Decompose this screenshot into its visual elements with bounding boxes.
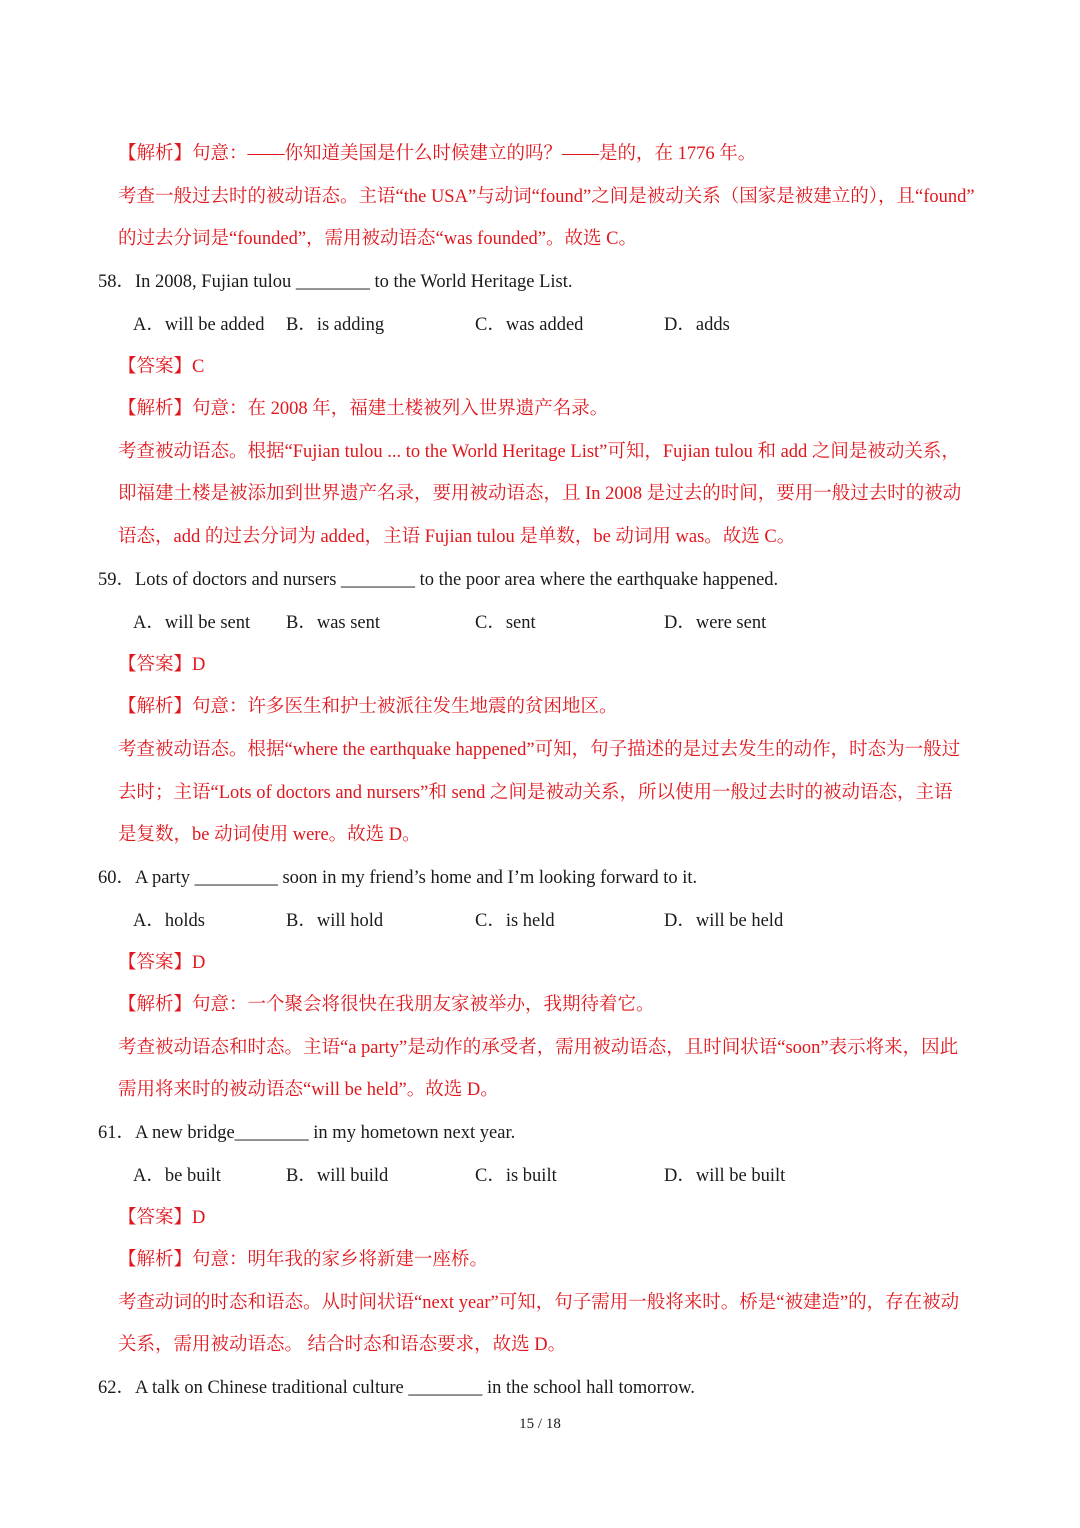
option-a: A．holds bbox=[133, 911, 205, 931]
option-d: D．were sent bbox=[664, 613, 767, 633]
question-62: 62．A talk on Chinese traditional culture ________ in the school hall tomorrow. bbox=[98, 1378, 695, 1398]
option-d: D．will be held bbox=[664, 911, 784, 931]
option-c: C．was added bbox=[475, 315, 584, 335]
answer-58: 【答案】C bbox=[118, 357, 205, 377]
explanation-60-line: 需用将来时的被动语态“will be held”。故选 D。 bbox=[118, 1080, 499, 1100]
question-60: 60．A party _________ soon in my friend’s home and I’m looking forward to it. bbox=[98, 868, 698, 888]
explanation-61-line: 考查动词的时态和语态。从时间状语“next year”可知，句子需用一般将来时。桥是“被建造”的，存在被动 bbox=[118, 1293, 960, 1313]
explanation-59-line: 去时；主语“Lots of doctors and nursers”和 send 之间是被动关系，所以使用一般过去时的被动语态，主语 bbox=[118, 783, 953, 803]
explanation-58-line: 语态，add 的过去分词为 added，主语 Fujian tulou 是单数，be 动词用 was。故选 C。 bbox=[118, 527, 796, 547]
question-59: 59．Lots of doctors and nursers ________ to the poor area where the earthquake happened. bbox=[98, 570, 779, 590]
option-b: B．will hold bbox=[286, 911, 384, 931]
answer-59: 【答案】D bbox=[118, 655, 206, 675]
option-a: A．be built bbox=[133, 1166, 221, 1186]
explanation-59-translation: 【解析】句意：许多医生和护士被派往发生地震的贫困地区。 bbox=[118, 697, 618, 717]
answer-60: 【答案】D bbox=[118, 953, 206, 973]
option-a: A．will be added bbox=[133, 315, 265, 335]
question-58: 58．In 2008, Fujian tulou ________ to the World Heritage List. bbox=[98, 272, 573, 292]
explanation-57-line: 考查一般过去时的被动语态。主语“the USA”与动词“found”之间是被动关系（国家是被建立的），且“found” bbox=[118, 187, 975, 207]
option-c: C．sent bbox=[475, 613, 536, 633]
explanation-60-line: 考查被动语态和时态。主语“a party”是动作的承受者，需用被动语态，且时间状语“soon”表示将来，因此 bbox=[118, 1038, 959, 1058]
option-d: D．adds bbox=[664, 315, 730, 335]
option-a: A．will be sent bbox=[133, 613, 251, 633]
question-61: 61．A new bridge________ in my hometown next year. bbox=[98, 1123, 516, 1143]
option-b: B．was sent bbox=[286, 613, 381, 633]
option-c: C．is built bbox=[475, 1166, 557, 1186]
explanation-61-translation: 【解析】句意：明年我的家乡将新建一座桥。 bbox=[118, 1250, 489, 1270]
explanation-57-translation: 【解析】句意：——你知道美国是什么时候建立的吗？——是的，在 1776 年。 bbox=[118, 144, 757, 164]
explanation-59-line: 考查被动语态。根据“where the earthquake happened”可知，句子描述的是过去发生的动作，时态为一般过 bbox=[118, 740, 961, 760]
explanation-60-translation: 【解析】句意：一个聚会将很快在我朋友家被举办，我期待着它。 bbox=[118, 995, 655, 1015]
page-number: 15 / 18 bbox=[519, 1416, 561, 1432]
option-d: D．will be built bbox=[664, 1166, 786, 1186]
explanation-58-line: 考查被动语态。根据“Fujian tulou ... to the World Heritage List”可知，Fujian tulou 和 add 之间是被动关系， bbox=[118, 442, 960, 462]
explanation-59-line: 是复数，be 动词使用 were。故选 D。 bbox=[118, 825, 421, 845]
option-b: B．is adding bbox=[286, 315, 385, 335]
answer-61: 【答案】D bbox=[118, 1208, 206, 1228]
option-c: C．is held bbox=[475, 911, 555, 931]
explanation-57-line: 的过去分词是“founded”，需用被动语态“was founded”。故选 C。 bbox=[118, 229, 637, 249]
option-b: B．will build bbox=[286, 1166, 389, 1186]
explanation-61-line: 关系，需用被动语态。 结合时态和语态要求，故选 D。 bbox=[118, 1335, 567, 1355]
explanation-58-line: 即福建土楼是被添加到世界遗产名录，要用被动语态，且 In 2008 是过去的时间，要用一般过去时的被动 bbox=[118, 484, 962, 504]
explanation-58-translation: 【解析】句意：在 2008 年，福建土楼被列入世界遗产名录。 bbox=[118, 399, 609, 419]
